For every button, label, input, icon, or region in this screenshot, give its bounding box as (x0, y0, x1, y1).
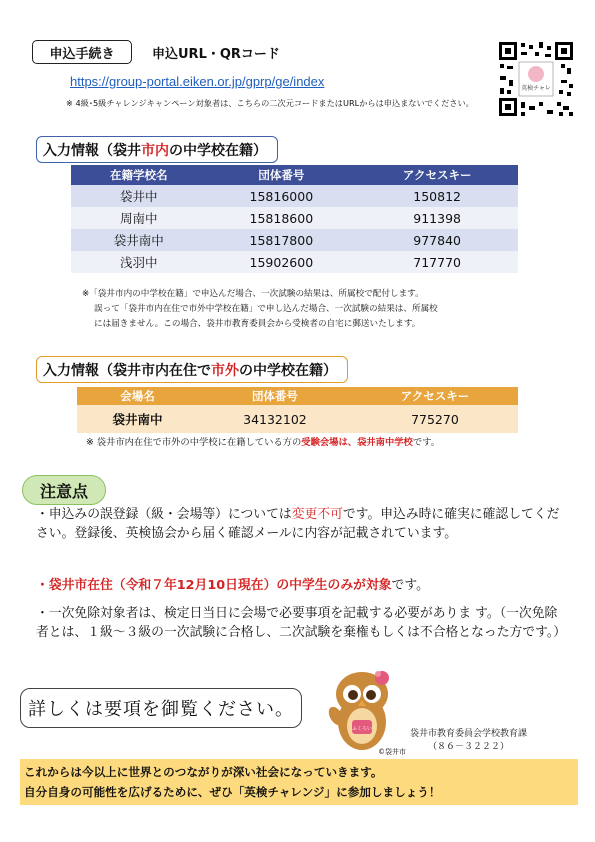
table-cell: 775270 (352, 405, 518, 433)
section2-note-post: です。 (412, 437, 441, 448)
caution-item-eligibility (36, 576, 564, 595)
table-cell: 977840 (356, 229, 518, 251)
section2-title-post: の中学校在籍） (239, 362, 337, 379)
table-header: アクセスキー (352, 387, 518, 405)
mascot-copyright: ©袋井市 (378, 748, 406, 756)
department-phone: （８６－３２２２） (428, 742, 510, 752)
venue-codes-table (77, 387, 518, 433)
caution-label: 注意点 (22, 475, 106, 505)
qr-code-icon[interactable] (497, 40, 575, 118)
section1-note-line: 誤って「袋井市内在住で市外中学校在籍」で申し込んだ場合、一次試験の結果は、所属校 (94, 304, 438, 314)
section1-note-line: ※「袋井市内の中学校在籍」で申込んだ場合、一次試験の結果は、所属校で配付します。 (82, 289, 424, 299)
table-cell: 袋井南中 (71, 229, 206, 251)
bottom-banner (20, 759, 578, 805)
section2-title (36, 356, 348, 383)
department-contact (410, 728, 527, 754)
section1-title-pre: 入力情報（袋井 (43, 142, 141, 159)
table-cell: 34132102 (198, 405, 352, 433)
qr-caption: 英検チャレ (521, 85, 551, 92)
url-heading: 申込URL・QRコード (152, 47, 280, 62)
section2-title-pre: 入力情報（袋井市内在住で (43, 362, 211, 379)
table-cell: 15817800 (206, 229, 356, 251)
section1-title-red: 市内 (141, 142, 169, 159)
caution-text-red: 変更不可 (291, 507, 343, 522)
table-cell: 袋井南中 (77, 405, 198, 433)
table-row (71, 185, 518, 207)
application-url-link[interactable]: https://group-portal.eiken.or.jp/gprp/ge/index (70, 74, 325, 89)
table-header: 団体番号 (206, 165, 356, 185)
section1-title-post: の中学校在籍） (169, 142, 267, 159)
table-header: 在籍学校名 (71, 165, 206, 185)
table-header: 団体番号 (198, 387, 352, 405)
mascot-sign: ふくろい (351, 726, 373, 732)
banner-line: 自分自身の可能性を広げるために、ぜひ「英検チャレンジ」に参加しましょう！ (24, 785, 441, 799)
caution-item-registration (36, 505, 564, 543)
table-cell: 15816000 (206, 185, 356, 207)
caution-text: です。 (391, 578, 429, 593)
section1-note (82, 287, 562, 332)
section1-title (36, 136, 278, 163)
procedure-label: 申込手続き (32, 40, 132, 64)
section2-note-pre: ※ 袋井市内在住で市外の中学校に在籍している方の (86, 437, 302, 448)
table-row (77, 405, 518, 433)
owl-mascot-icon (312, 660, 408, 756)
table-cell: 15818600 (206, 207, 356, 229)
caution-text: ・申込みの誤登録（級・会場等）については (36, 507, 292, 522)
section2-note (86, 434, 440, 448)
table-cell: 周南中 (71, 207, 206, 229)
table-cell: 717770 (356, 251, 518, 273)
banner-line: これからは今以上に世界とのつながりが深い社会になっていきます。 (24, 765, 383, 779)
table-cell: 911398 (356, 207, 518, 229)
url-note: ※ 4級･5級チャレンジキャンペーン対象者は、こちらの二次元コードまたはURLからは申込まないでください。 (66, 98, 474, 108)
caution-text: です。申込み時に確実に確認してください。登録後、英検協会から届く確認メールに内容が記載されています。 (36, 507, 560, 541)
table-header: 会場名 (77, 387, 198, 405)
table-row (71, 251, 518, 273)
section2-note-red: 受験会場は、袋井南中学校 (301, 437, 413, 448)
table-header: アクセスキー (356, 165, 518, 185)
table-row (71, 229, 518, 251)
table-cell: 浅羽中 (71, 251, 206, 273)
table-row (71, 207, 518, 229)
section1-note-line: には届きません。この場合、袋井市教育委員会から受検者の自宅に郵送いたします。 (94, 319, 421, 329)
department-name: 袋井市教育委員会学校教育課 (410, 729, 528, 739)
section2-title-red: 市外 (211, 362, 239, 379)
caution-item-exemption: ・一次免除対象者は、検定日当日に会場で必要事項を記載する必要がありま す。（一次免除者とは、１級～３級の一次試験に合格し、二次試験を棄権もしくは不合格となった方です。） (36, 606, 567, 640)
table-cell: 15902600 (206, 251, 356, 273)
caution-text-red: ・袋井市在住（令和７年12月10日現在）の中学生のみが対象 (36, 578, 392, 593)
school-codes-table (71, 165, 518, 273)
table-cell: 袋井中 (71, 185, 206, 207)
details-callout: 詳しくは要項を御覧ください。 (20, 688, 302, 728)
table-cell: 150812 (356, 185, 518, 207)
